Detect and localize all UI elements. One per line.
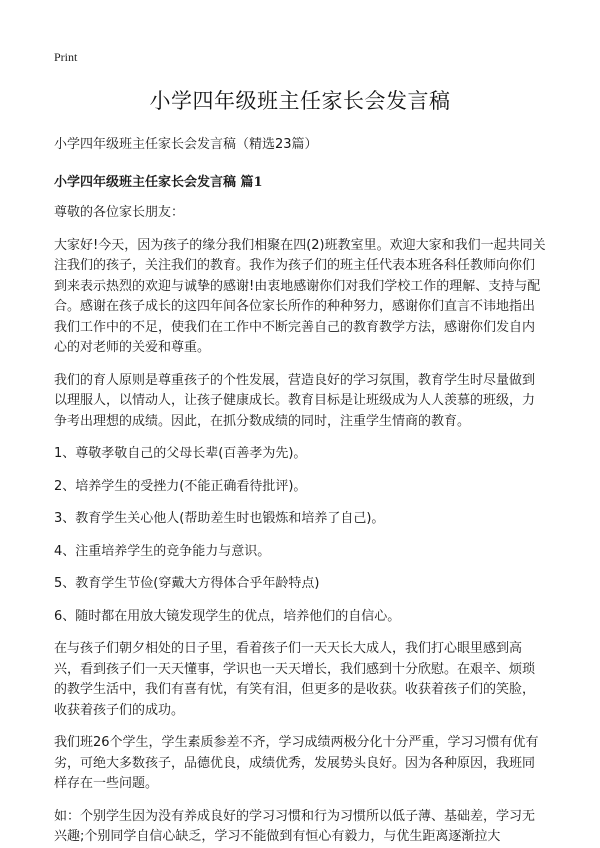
- list-item: 6、随时都在用放大镜发现学生的优点，培养他们的自信心。: [54, 608, 401, 624]
- paragraph-class-status: 我们班26个学生，学生素质参差不齐，学习成绩两极分化十分严重，学习习惯有优有劣，可绝大多数孩子，品德优良，成绩优秀，发展势头良好。因为各种原因，我班同样存在一些问题。: [54, 735, 539, 791]
- list-item: 2、培养学生的受挫力(不能正确看待批评)。: [54, 478, 307, 494]
- list-item: 4、注重培养学生的竞争能力与意识。: [54, 543, 271, 559]
- list-item: 1、尊敬孝敬自己的父母长辈(百善孝为先)。: [54, 446, 307, 461]
- list-item: 3、教育学生关心他人(帮助差生时也锻炼和培养了自己)。: [54, 511, 385, 526]
- section-heading: 小学四年级班主任家长会发言稿 篇1: [54, 175, 263, 190]
- list-item: 5、教育学生节俭(穿戴大方得体合乎年龄特点): [54, 576, 320, 591]
- paragraph-problems: 如：个别学生因为没有养成良好的学习习惯和行为习惯所以低子薄、基础差，学习无兴趣;个别同学自信心缺乏，学习不能做到有恒心有毅力，与优生距离逐渐拉大: [54, 808, 536, 844]
- document-subtitle: 小学四年级班主任家长会发言稿（精选23篇）: [54, 137, 318, 152]
- paragraph-principles: 我们的育人原则是尊重孩子的个性发展，营造良好的学习氛围，教育学生时尽量做到以理服人，以情动人，让孩子健康成长。教育目标是让班级成为人人羡慕的班级，力争考出理想的成绩。因此，在抓分数成绩的同时，注重学生情商的教育。: [54, 372, 536, 429]
- paragraph-intro: 大家好!今天，因为孩子的缘分我们相聚在四(2)班教室里。欢迎大家和我们一起共同关注我们的孩子，关注我们的教育。我作为孩子们的班主任代表本班各科任教师向你们到来表示热烈的欢迎与诚挚的感谢!由衷地感谢你们对我们学校工作的理解、支持与配合。感谢在孩子成长的这四年间各位家长所作的种种努力，感谢你们直言不讳地指出我们工作中的不足，使我们在工作中不断完善自己的教育教学方法，感谢你们发自内心的对老师的关爱和尊重。: [54, 237, 546, 355]
- page-title: 小学四年级班主任家长会发言稿: [149, 89, 451, 113]
- print-link[interactable]: Print: [54, 50, 78, 64]
- paragraph-growth: 在与孩子们朝夕相处的日子里，看着孩子们一天天长大成人，我们打心眼里感到高兴，看到孩子们一天天懂事，学识也一天天增长，我们感到十分欣慰。在艰辛、烦琐的教学生活中，我们有喜有忧，有笑有泪，但更多的是收获。收获着孩子们的笑脸，收获着孩子们的成功。: [54, 641, 536, 718]
- greeting: 尊敬的各位家长朋友：: [54, 205, 185, 220]
